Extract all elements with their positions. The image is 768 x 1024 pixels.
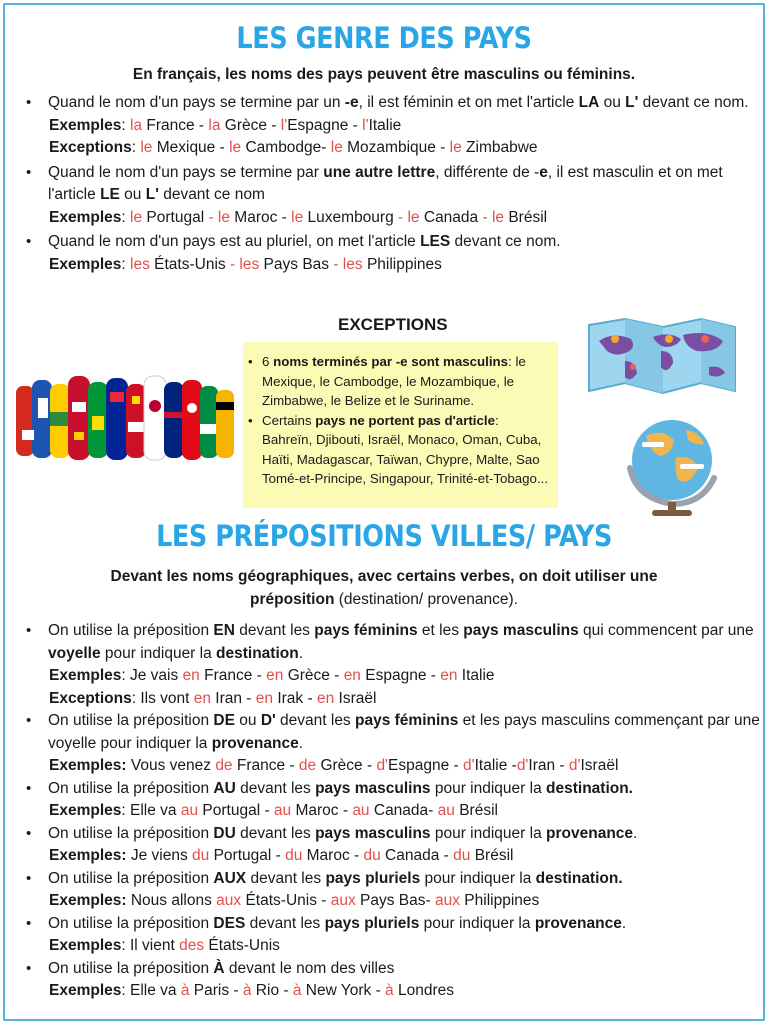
exception-no-article-list: • Certains pays ne portent pas d'article: Bahreïn, Djibouti, Israël, Monaco, Oman, Cuba, Haïti, Madagascar, Taïwan, Chypre, Malte, Sao Tomé-et-Principe, Singapour, Trinité-et-Tobago... xyxy=(262,411,552,489)
rule-feminine-examples: Exemples: la France - la Grèce - l'Espagne - l'Italie xyxy=(49,116,402,134)
page-title: LES GENRE DES PAYS xyxy=(236,21,532,55)
rule-des: • On utilise la préposition DES devant les pays pluriels pour indiquer la provenance. xyxy=(22,913,762,936)
rule-aux: • On utilise la préposition AUX devant les pays pluriels pour indiquer la destination. xyxy=(22,868,762,891)
rule-a-examples: Exemples: Elle va à Paris - à Rio - à New York - à Londres xyxy=(49,982,454,999)
rule-feminine-exceptions: Exceptions: le Mexique - le Cambodge- le Mozambique - le Zimbabwe xyxy=(49,139,538,156)
exceptions-heading: EXCEPTIONS xyxy=(338,315,448,334)
world-map-illustration xyxy=(585,317,740,397)
rule-de-examples: Exemples: Vous venez de France - de Grèce - d'Espagne - d'Italie -d'Iran - d'Israël xyxy=(49,757,619,774)
section-title-prepositions: LES PRÉPOSITIONS VILLES/ PAYS xyxy=(156,519,612,553)
rule-du-examples: Exemples: Je viens du Portugal - du Maroc - du Canada - du Brésil xyxy=(49,847,514,864)
prepositions-intro: Devant les noms géographiques, avec certains verbes, on doit utiliser une préposition (destination/ provenance). xyxy=(110,568,658,608)
rule-en: • On utilise la préposition EN devant les pays féminins et les pays masculins qui commencent par une voyelle pour indiquer la destination. xyxy=(22,620,762,665)
globe-illustration xyxy=(616,412,728,518)
rule-aux-examples: Exemples: Nous allons aux États-Unis - aux Pays Bas- aux Philippines xyxy=(49,892,540,909)
flags-people-illustration xyxy=(14,372,236,468)
rule-du: • On utilise la préposition DU devant les pays masculins pour indiquer la provenance. xyxy=(22,823,762,846)
rule-masculine: • Quand le nom d'un pays se termine par une autre lettre, différente de -e, il est masculin et on met l'article LE ou L' devant ce nom xyxy=(22,162,762,207)
rule-au-examples: Exemples: Elle va au Portugal - au Maroc - au Canada- au Brésil xyxy=(49,802,498,819)
preposition-rules xyxy=(22,620,762,1003)
exception-masculine-list: • 6 noms terminés par -e sont masculins: le Mexique, le Cambodge, le Mozambique, le Zimbabwe, le Belize et le Suriname. xyxy=(262,352,552,411)
rule-de: • On utilise la préposition DE ou D' devant les pays féminins et les pays masculins commençant par une voyelle pour indiquer la provenance. xyxy=(22,710,762,755)
exceptions-box xyxy=(243,342,558,508)
rule-en-examples: Exemples: Je vais en France - en Grèce - en Espagne - en Italie xyxy=(49,667,495,684)
rule-plural: • Quand le nom d'un pays est au pluriel, on met l'article LES devant ce nom. xyxy=(22,231,762,254)
gender-rules xyxy=(22,92,762,276)
rule-plural-examples: Exemples: les États-Unis - les Pays Bas - les Philippines xyxy=(49,255,442,273)
rule-feminine: • Quand le nom d'un pays se termine par un -e, il est féminin et on met l'article LA ou L' devant ce nom. xyxy=(22,92,762,115)
rule-en-exceptions: Exceptions: Ils vont en Iran - en Irak - en Israël xyxy=(49,689,377,707)
rule-masculine-examples: Exemples: le Portugal - le Maroc - le Luxembourg - le Canada - le Brésil xyxy=(49,208,548,226)
subtitle: En français, les noms des pays peuvent être masculins ou féminins. xyxy=(132,66,636,83)
rule-des-examples: Exemples: Il vient des États-Unis xyxy=(49,937,280,954)
rule-a: • On utilise la préposition À devant le nom des villes xyxy=(22,958,762,981)
rule-au: • On utilise la préposition AU devant les pays masculins pour indiquer la destination. xyxy=(22,778,762,801)
